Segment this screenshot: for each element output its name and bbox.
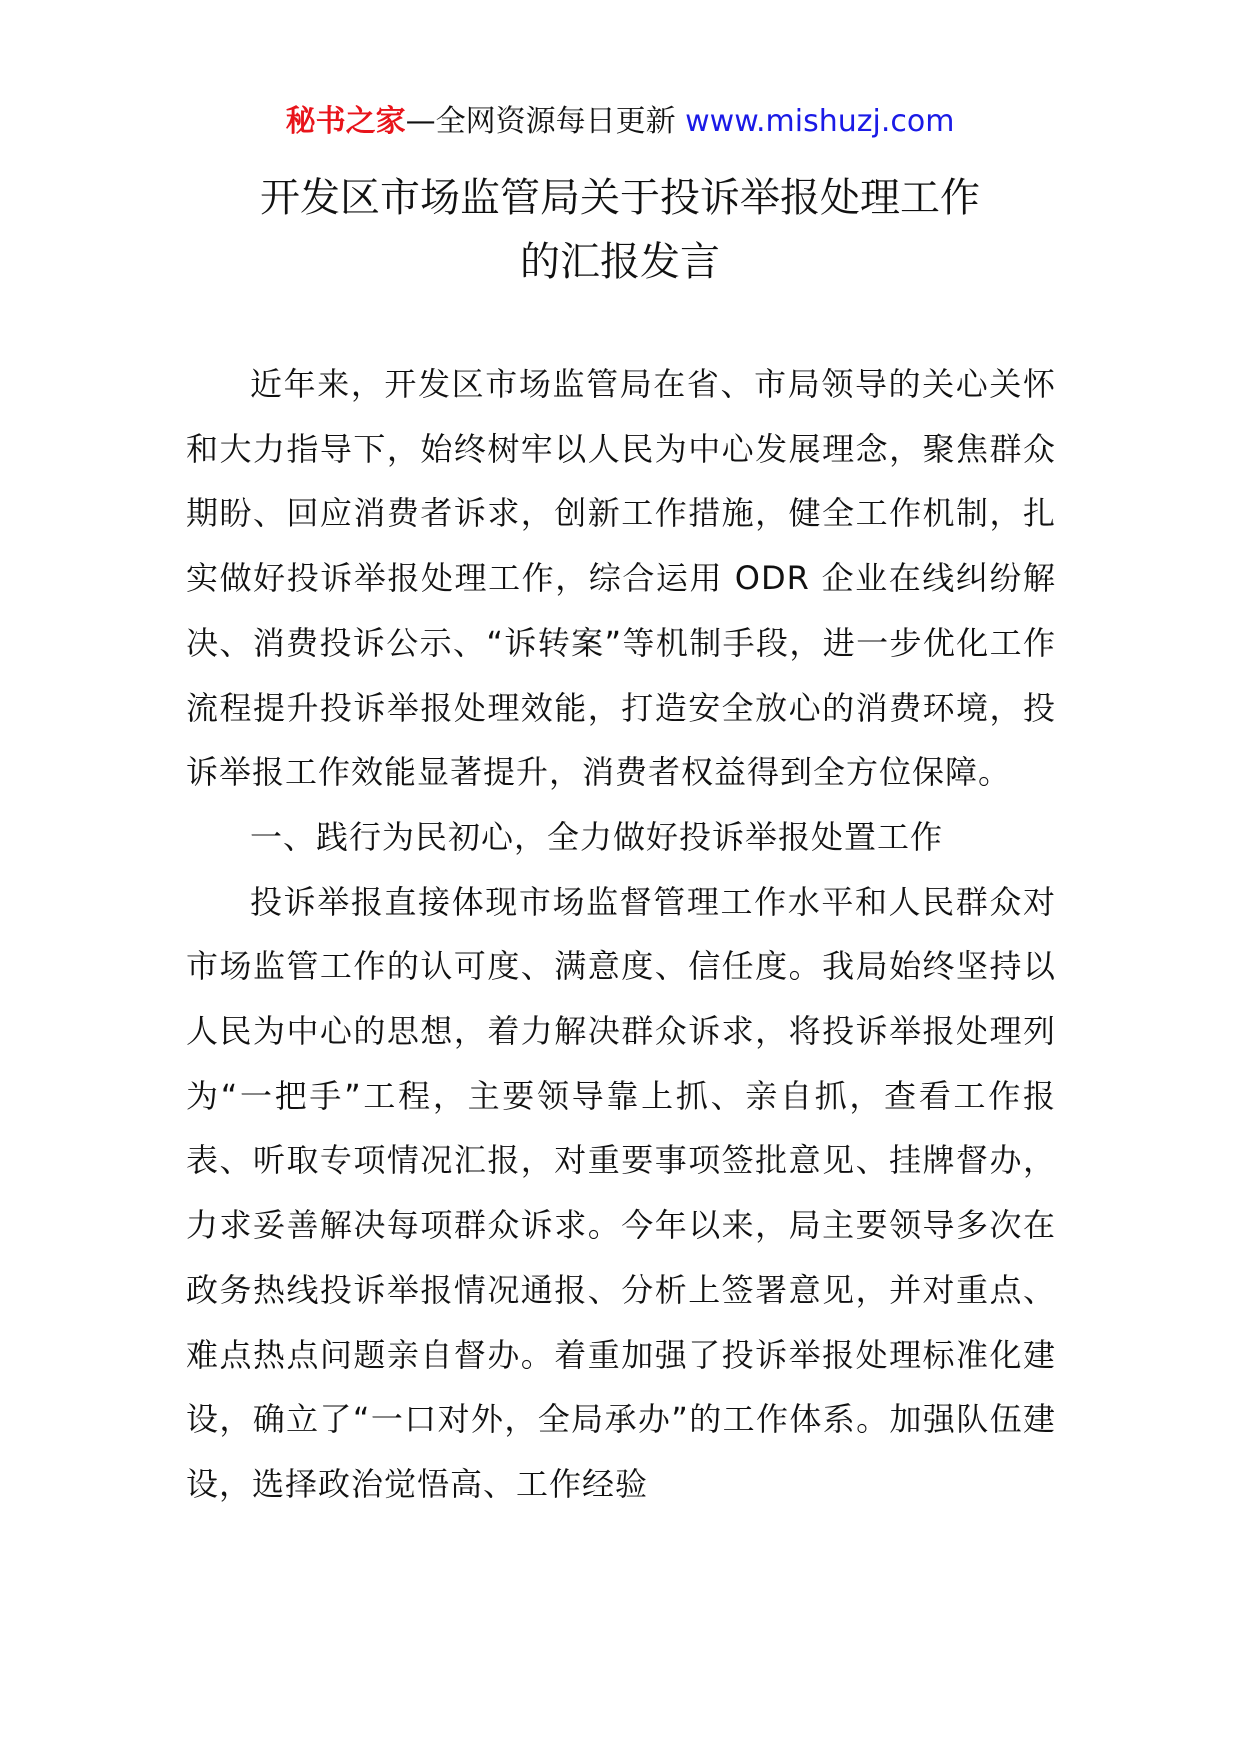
section-paragraph: 投诉举报直接体现市场监督管理工作水平和人民群众对市场监管工作的认可度、满意度、信任度。我局始终坚持以人民为中心的思想，着力解决群众诉求，将投诉举报处理列为“一把手”工程，主要领导靠上抓、亲自抓，查看工作报表、听取专项情况汇报，对重要事项签批意见、挂牌督办，力求妥善解决每项群众诉求。今年以来，局主要领导多次在政务热线投诉举报情况通报、分析上签署意见，并对重点、难点热点问题亲自督办。着重加强了投诉举报处理标准化建设，确立了“一口对外，全局承办”的工作体系。加强队伍建设，选择政治觉悟高、工作经验 (186, 882, 1056, 1503)
site-url-link[interactable]: www.mishuzj.com (685, 104, 955, 139)
title-line-1: 开发区市场监管局关于投诉举报处理工作 (260, 175, 980, 221)
header-tagline: —全网资源每日更新 (405, 104, 676, 139)
document-body (186, 352, 1056, 1517)
intro-paragraph: 近年来，开发区市场监管局在省、市局领导的关心关怀和大力指导下，始终树牢以人民为中心发展理念，聚焦群众期盼、回应消费者诉求，创新工作措施，健全工作机制，扎实做好投诉举报处理工作，综合运用 ODR 企业在线纠纷解决、消费投诉公示、“诉转案”等机制手段，进一步优化工作流程提升投诉举报处理效能，打造安全放心的消费环境，投诉举报工作效能显著提升，消费者权益得到全方位保障。 (186, 365, 1056, 792)
section-heading: 一、践行为民初心，全力做好投诉举报处置工作 (250, 817, 944, 856)
site-header (0, 100, 1240, 144)
brand-name: 秘书之家 (285, 104, 406, 139)
title-line-2: 的汇报发言 (520, 239, 720, 285)
document-title (170, 166, 1070, 294)
